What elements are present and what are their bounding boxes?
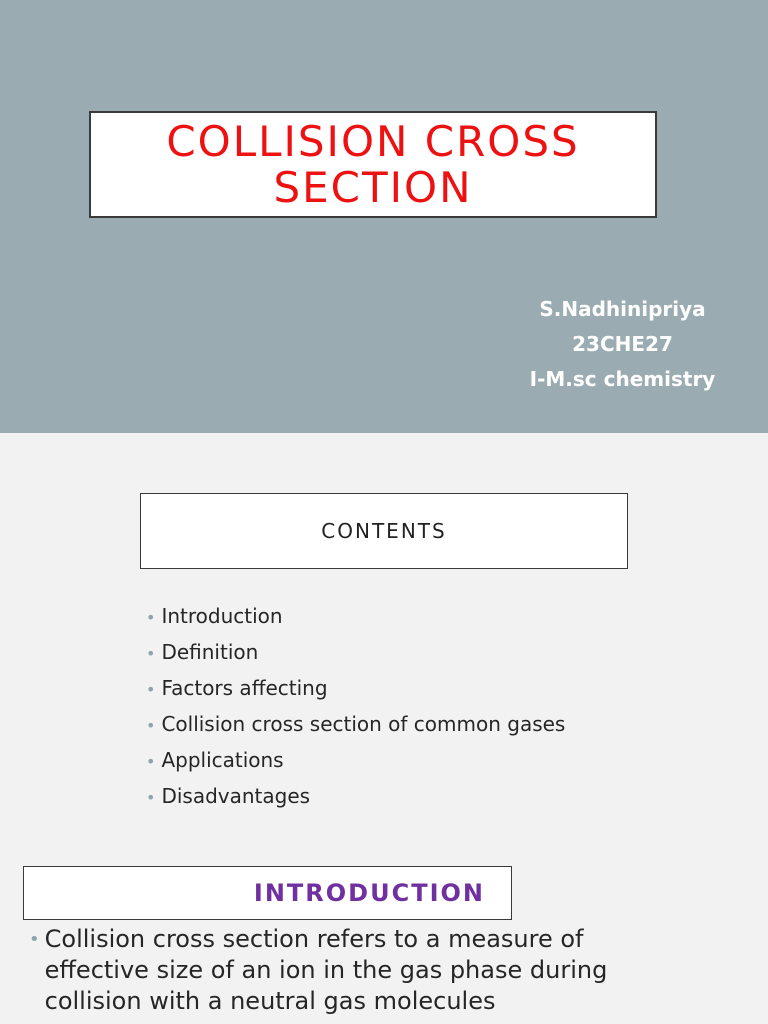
introduction-heading: INTRODUCTION (253, 879, 485, 907)
list-item (146, 635, 565, 671)
slide-title: COLLISION CROSS SECTION (166, 116, 580, 212)
list-item (146, 599, 565, 635)
title-slide (0, 0, 768, 433)
list-item-label: Disadvantages (161, 784, 311, 808)
contents-heading-box (140, 493, 628, 569)
author-roll-number: 23CHE27 (572, 332, 673, 356)
introduction-text: Collision cross section refers to a measure of effective size of an ion in the gas phase during collision with a neutral gas molecules (44, 925, 608, 1015)
list-item-label: Definition (161, 640, 259, 664)
bullet-icon: • (146, 752, 156, 771)
list-item-label: Introduction (161, 604, 283, 628)
list-item (146, 779, 565, 815)
contents-heading: CONTENTS (321, 519, 447, 543)
bullet-icon: • (146, 608, 156, 627)
list-item-label: Factors affecting (161, 676, 328, 700)
bullet-icon: • (146, 788, 156, 807)
bullet-icon: • (29, 929, 40, 950)
list-item (146, 671, 565, 707)
bullet-icon: • (146, 644, 156, 663)
list-item (146, 707, 565, 743)
author-course: I-M.sc chemistry (529, 367, 716, 391)
list-item-label: Applications (161, 748, 284, 772)
introduction-paragraph (29, 924, 669, 1017)
contents-list (146, 599, 565, 815)
introduction-heading-box (23, 866, 512, 920)
bullet-icon: • (146, 716, 156, 735)
author-name: S.Nadhinipriya (539, 297, 706, 321)
author-block (500, 292, 745, 397)
list-item-label: Collision cross section of common gases (161, 712, 566, 736)
contents-slide (0, 433, 768, 855)
list-item (146, 743, 565, 779)
title-box (89, 111, 657, 218)
bullet-icon: • (146, 680, 156, 699)
introduction-slide (0, 855, 768, 1024)
